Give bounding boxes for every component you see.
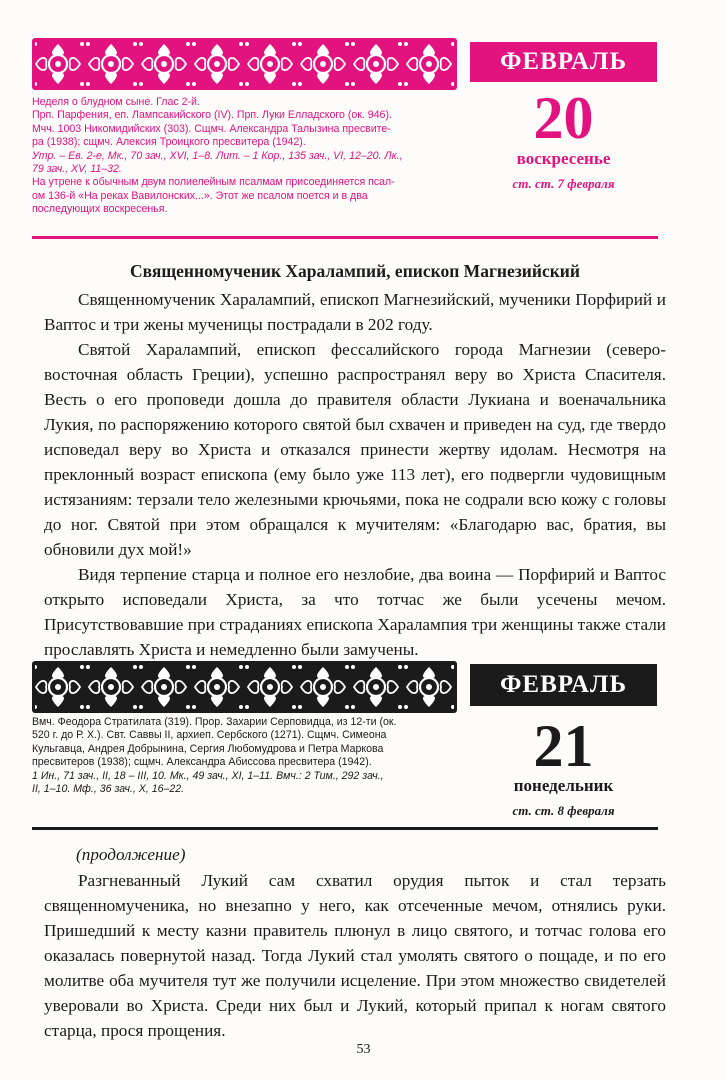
article-body xyxy=(44,287,666,662)
info-line: Утр. – Ев. 2-е, Мк., 70 зач., XVI, 1–8. Лит. – 1 Кор., 135 зач., VI, 12–20. Лк., xyxy=(32,149,403,162)
paragraph: Святой Харалампий, епископ фессалийского города Магнезии (северо-восточная область Греции), успешно распространял веру во Христа Спасителя. Весть о его проповеди дошла до правителя области Лукиана и военачальника Лукия, по распоряжению которого святой был схвачен и приведен на суд, где твердо исповедал веру во Христа и отказался принести жертву идолам. Несмотря на преклонный возраст епископа (ему было уже 113 лет), его подвергли чудовищным истязаниям: терзали тело железными крючьями, пока не содрали всю кожу с головы до ног. Святой при этом обращался к мучителям: «Благодарю вас, братия, вы обновили дух мой!» xyxy=(44,340,666,559)
page-number: 53 xyxy=(356,1042,371,1057)
continuation-label: (продолжение) xyxy=(76,845,186,864)
info-line: ра (1938); сщмч. Алексия Троицкого пресвитера (1942). xyxy=(32,136,306,149)
month-label xyxy=(470,664,657,706)
info-line: II, 1–10. Мф., 36 зач., X, 16–22. xyxy=(32,783,185,796)
info-line: последующих воскресенья. xyxy=(32,203,168,216)
month-label xyxy=(470,42,657,82)
month-text: ФЕВРАЛЬ xyxy=(499,671,628,698)
info-line: 79 зач., XV, 11–32. xyxy=(32,163,122,176)
info-line: Кульгавца, Андрея Добрынина, Сергия Любомудрова и Петра Маркова xyxy=(32,742,384,755)
liturgical-info xyxy=(32,96,462,217)
day-number: 20 xyxy=(533,85,594,151)
article-heading: Священномученик Харалампий, епископ Магнезийский xyxy=(130,261,580,281)
floral-ornament-icon xyxy=(32,38,457,90)
paragraph: Священномученик Харалампий, епископ Магнезийский, мученики Порфирий и Ваптос и три жены мученицы пострадали в 202 году. xyxy=(44,290,666,334)
divider-black xyxy=(32,827,658,830)
divider-pink xyxy=(32,236,658,239)
month-text: ФЕВРАЛЬ xyxy=(499,48,628,75)
info-line: Неделя о блудном сыне. Глас 2-й. xyxy=(32,96,200,108)
paragraph: Видя терпение старца и полное его незлобие, два воина — Порфирий и Ваптос открыто исповедали Христа, за что тотчас же были усечены мечом. Присутствовавшие при страданиях епископа Харалампия три женщины также стали прославлять Христа и немедленно были замучены. xyxy=(44,565,666,659)
ornament-band-black xyxy=(32,661,457,713)
info-line: Мчч. 1003 Никомидийских (303). Сщмч. Александра Талызина пресвите- xyxy=(32,122,391,135)
info-line: Прп. Парфения, еп. Лампсакийского (IV). Прп. Луки Елладского (ок. 946). xyxy=(32,109,392,122)
paragraph: Разгневанный Лукий сам схватил орудия пыток и стал терзать священномученика, но внезапно у него, как отсеченные мечом, отнялись руки. Пришедший к месту казни правитель плюнул в лицо святого, и тотчас голова его оказалась повернутой назад. Тогда Лукий стал умолять святого о пощаде, и по его молитве оба мучителя тут же получили исцеление. При этом множество свидетелей уверовали во Христа. Среди них был и Лукий, который припал к ногам святого старца, прося прощения. xyxy=(44,871,666,1040)
weekday: воскресенье xyxy=(516,149,611,168)
floral-ornament-icon xyxy=(32,661,457,713)
ornament-band-pink xyxy=(32,38,457,90)
info-line: ом 136-й «На реках Вавилонских...». Этот же псалом поется и в два xyxy=(32,189,368,202)
day-number: 21 xyxy=(533,713,594,779)
liturgical-info xyxy=(32,716,462,796)
info-line: пресвитеров (1938); сщмч. Александра Абиссова пресвитера (1942). xyxy=(32,756,372,769)
info-line: 520 г. до Р. Х.). Свт. Саввы II, архиеп. Сербского (1271). Сщмч. Симеона xyxy=(32,729,387,742)
weekday: понедельник xyxy=(513,776,614,795)
info-line: На утрене к обычным двум полиелейным псалмам присоединяется псал- xyxy=(32,176,395,189)
info-line: 1 Ин., 71 зач., II, 18 – III, 10. Мк., 49 зач., XI, 1–11. Вмч.: 2 Тим., 292 зач., xyxy=(32,769,384,782)
old-style-date: ст. ст. 8 февраля xyxy=(512,803,615,818)
info-line: Вмч. Феодора Стратилата (319). Прор. Захарии Серповидца, из 12-ти (ок. xyxy=(32,716,397,728)
old-style-date: ст. ст. 7 февраля xyxy=(512,176,615,191)
article-body xyxy=(44,868,666,1043)
